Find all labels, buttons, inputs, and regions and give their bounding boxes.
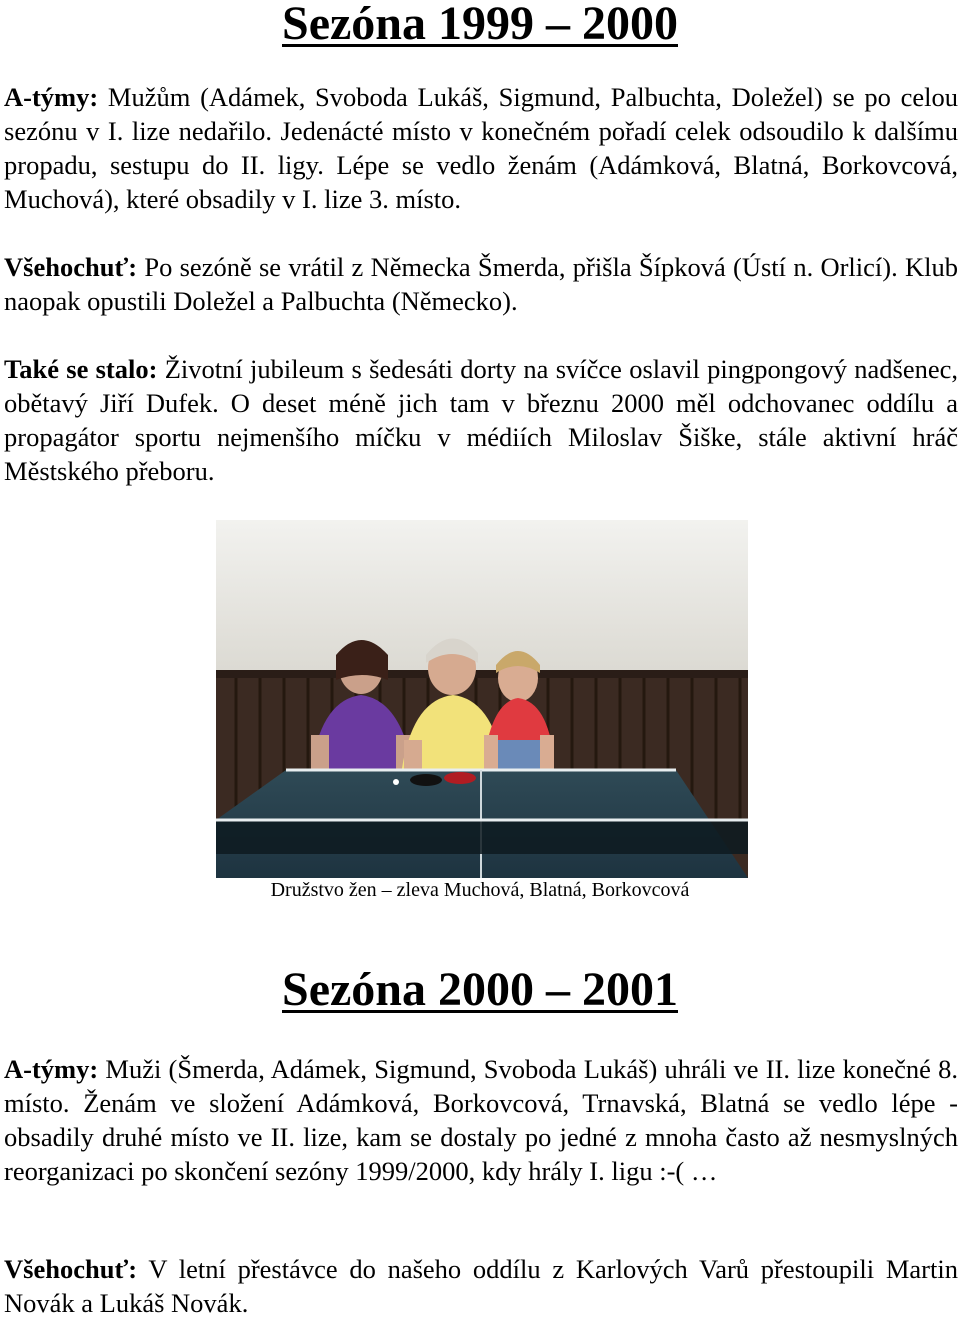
mix-label: Všehochuť:: [4, 252, 138, 282]
season-2000-2001-title: Sezóna 2000 – 2001: [282, 963, 678, 1016]
season1-mix-paragraph: [4, 250, 958, 318]
season1-also-paragraph: [4, 352, 958, 488]
a-teams-text: Muži (Šmerda, Adámek, Sigmund, Svoboda Lukáš) uhráli ve II. lize konečné 8. místo. Ženám ve složení Adámková, Borkovcová, Trnavská, Blatná se vedlo lépe - obsadily druhé místo ve II. lize, kam se dostaly po jedné z mnoha často až nesmyslných reorganizaci po skončení sezóny 1999/2000, kdy hrály I. ligu :-( …: [4, 1054, 958, 1186]
a-teams-text: Mužům (Adámek, Svoboda Lukáš, Sigmund, Palbuchta, Doležel) se po celou sezónu v I. lize nedařilo. Jedenácté místo v konečném pořadí celek odsoudilo k dalšímu propadu, sestupu do II. ligy. Lépe se vedlo ženám (Adámková, Blatná, Borkovcová, Muchová), které obsadily v I. lize 3. místo.: [4, 82, 958, 214]
mix-label: Všehochuť:: [4, 1254, 138, 1284]
team-photo: [216, 520, 748, 878]
mix-text: V letní přestávce do našeho oddílu z Karlových Varů přestoupili Martin Novák a Lukáš Novák.: [4, 1254, 958, 1318]
mix-text: Po sezóně se vrátil z Německa Šmerda, přišla Šípková (Ústí n. Orlicí). Klub naopak opustili Doležel a Palbuchta (Německo).: [4, 252, 958, 316]
also-text: Životní jubileum s šedesáti dorty na svíčce oslavil pingpongový nadšenec, obětavý Jiří Dufek. O deset méně jich tam v březnu 2000 měl odchovanec oddílu a propagátor sportu nejmenšího míčku v médiích Miloslav Šiške, stále aktivní hráč Městského přeboru.: [4, 354, 958, 486]
photo-caption: Družstvo žen – zleva Muchová, Blatná, Borkovcová: [270, 879, 690, 901]
season2-a-teams-paragraph: [4, 1052, 958, 1188]
a-teams-label: A-týmy:: [4, 82, 99, 112]
a-teams-label: A-týmy:: [4, 1054, 99, 1084]
also-label: Také se stalo:: [4, 354, 158, 384]
season1-a-teams-paragraph: [4, 80, 958, 216]
season2-mix-paragraph: [4, 1252, 958, 1320]
team-photo-illustration: [216, 520, 748, 878]
season-1999-2000-title: Sezóna 1999 – 2000: [282, 0, 678, 50]
